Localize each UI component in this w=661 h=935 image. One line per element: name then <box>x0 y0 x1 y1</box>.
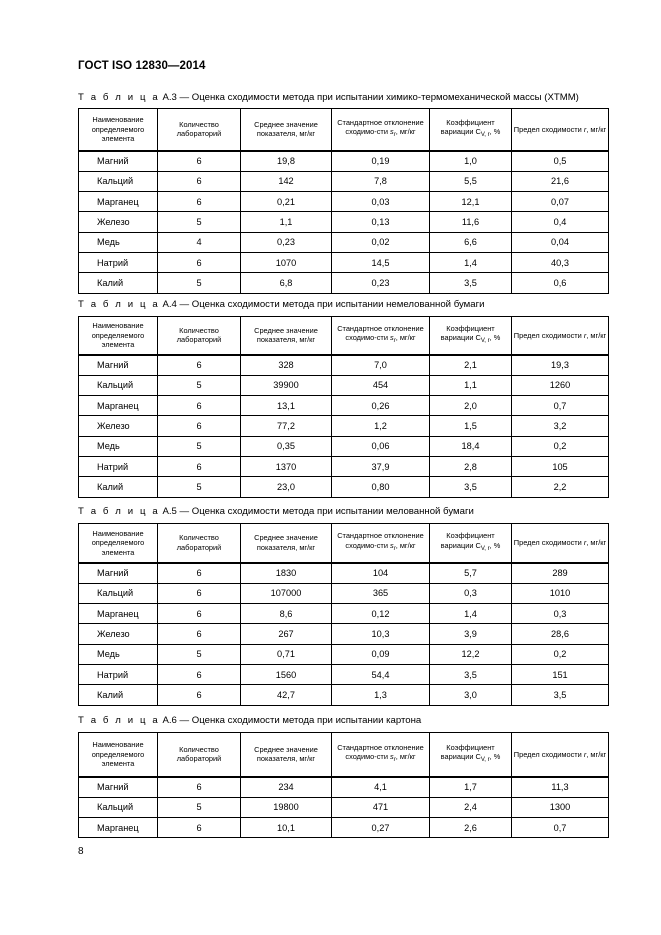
header-coef-variation: Коэффициент вариации $C_{V, r}$, % <box>430 109 512 151</box>
header-std-dev: Стандартное отклонение сходимо-сти $s_r$, мг/кг <box>332 733 430 777</box>
document-header: ГОСТ ISO 12830—2014 <box>78 60 206 72</box>
page-number: 8 <box>78 846 84 857</box>
repeatability-limit-cell: 0,5 <box>512 151 609 172</box>
lab-count-cell: 5 <box>158 273 241 293</box>
table-caption-a3 <box>78 92 579 103</box>
coef-variation-cell: 1,1 <box>430 375 512 395</box>
coef-variation-cell: 5,7 <box>430 563 512 584</box>
mean-value-cell: 1370 <box>241 456 332 476</box>
header-lab-count: Количество лабораторий <box>158 109 241 151</box>
mean-value-cell: 1,1 <box>241 212 332 232</box>
element-name-cell: Кальций <box>79 375 158 395</box>
repeatability-limit-cell: 40,3 <box>512 252 609 272</box>
header-element-name: Наименование определяемого элемента <box>79 524 158 563</box>
std-dev-cell: 7,0 <box>332 355 430 376</box>
coef-variation-cell: 3,5 <box>430 273 512 293</box>
table-row <box>79 685 609 705</box>
table-row <box>79 416 609 436</box>
coef-variation-cell: 0,3 <box>430 583 512 603</box>
lab-count-cell: 6 <box>158 818 241 838</box>
std-dev-cell: 454 <box>332 375 430 395</box>
header-element-name: Наименование определяемого элемента <box>79 109 158 151</box>
repeatability-limit-cell: 0,07 <box>512 192 609 212</box>
std-dev-cell: 14,5 <box>332 252 430 272</box>
mean-value-cell: 0,21 <box>241 192 332 212</box>
table-row <box>79 664 609 684</box>
table-row <box>79 456 609 476</box>
table-row <box>79 777 609 798</box>
header-coef-variation: Коэффициент вариации $C_{V, r}$, % <box>430 733 512 777</box>
table-row <box>79 355 609 376</box>
std-dev-cell: 37,9 <box>332 456 430 476</box>
element-name-cell: Кальций <box>79 583 158 603</box>
lab-count-cell: 6 <box>158 355 241 376</box>
coef-variation-cell: 2,1 <box>430 355 512 376</box>
header-lab-count: Количество лабораторий <box>158 733 241 777</box>
element-name-cell: Магний <box>79 777 158 798</box>
repeatability-limit-cell: 1010 <box>512 583 609 603</box>
element-name-cell: Калий <box>79 273 158 293</box>
table-row <box>79 644 609 664</box>
caption-number: А.3 <box>162 92 177 103</box>
lab-count-cell: 6 <box>158 151 241 172</box>
mean-value-cell: 13,1 <box>241 396 332 416</box>
table-a4 <box>78 316 609 498</box>
element-name-cell: Кальций <box>79 171 158 191</box>
repeatability-limit-cell: 19,3 <box>512 355 609 376</box>
header-std-dev: Стандартное отклонение сходимо-сти $s_r$, мг/кг <box>332 317 430 355</box>
mean-value-cell: 6,8 <box>241 273 332 293</box>
header-std-dev: Стандартное отклонение сходимо-сти $s_r$, мг/кг <box>332 524 430 563</box>
lab-count-cell: 6 <box>158 664 241 684</box>
repeatability-limit-cell: 0,7 <box>512 818 609 838</box>
mean-value-cell: 1560 <box>241 664 332 684</box>
std-dev-cell: 471 <box>332 797 430 817</box>
header-element-name: Наименование определяемого элемента <box>79 317 158 355</box>
element-name-cell: Кальций <box>79 797 158 817</box>
coef-variation-cell: 18,4 <box>430 436 512 456</box>
coef-variation-cell: 12,1 <box>430 192 512 212</box>
repeatability-limit-cell: 105 <box>512 456 609 476</box>
std-dev-cell: 0,09 <box>332 644 430 664</box>
mean-value-cell: 0,71 <box>241 644 332 664</box>
table-row <box>79 477 609 497</box>
coef-variation-cell: 1,4 <box>430 252 512 272</box>
std-dev-cell: 0,23 <box>332 273 430 293</box>
table-row <box>79 192 609 212</box>
header-repeatability-limit: Предел сходимости r, мг/кг <box>512 317 609 355</box>
element-name-cell: Железо <box>79 212 158 232</box>
header-repeatability-limit: Предел сходимости r, мг/кг <box>512 109 609 151</box>
element-name-cell: Марганец <box>79 192 158 212</box>
lab-count-cell: 5 <box>158 375 241 395</box>
element-name-cell: Магний <box>79 355 158 376</box>
mean-value-cell: 234 <box>241 777 332 798</box>
element-name-cell: Натрий <box>79 664 158 684</box>
mean-value-cell: 23,0 <box>241 477 332 497</box>
std-dev-cell: 0,26 <box>332 396 430 416</box>
lab-count-cell: 6 <box>158 624 241 644</box>
mean-value-cell: 8,6 <box>241 604 332 624</box>
mean-value-cell: 0,23 <box>241 232 332 252</box>
mean-value-cell: 0,35 <box>241 436 332 456</box>
element-name-cell: Железо <box>79 624 158 644</box>
repeatability-limit-cell: 2,2 <box>512 477 609 497</box>
std-dev-cell: 0,03 <box>332 192 430 212</box>
std-dev-cell: 4,1 <box>332 777 430 798</box>
lab-count-cell: 5 <box>158 644 241 664</box>
mean-value-cell: 142 <box>241 171 332 191</box>
caption-title: — Оценка сходимости метода при испытании немелованной бумаги <box>179 299 485 310</box>
coef-variation-cell: 1,5 <box>430 416 512 436</box>
table-row <box>79 396 609 416</box>
mean-value-cell: 1830 <box>241 563 332 584</box>
coef-variation-cell: 5,5 <box>430 171 512 191</box>
header-mean-value: Среднее значение показателя, мг/кг <box>241 733 332 777</box>
lab-count-cell: 6 <box>158 171 241 191</box>
table-row <box>79 563 609 584</box>
element-name-cell: Магний <box>79 151 158 172</box>
mean-value-cell: 42,7 <box>241 685 332 705</box>
caption-title: — Оценка сходимости метода при испытании химико-термомеханической массы (ХТММ) <box>179 92 579 103</box>
coef-variation-cell: 2,0 <box>430 396 512 416</box>
lab-count-cell: 6 <box>158 252 241 272</box>
lab-count-cell: 6 <box>158 396 241 416</box>
element-name-cell: Калий <box>79 477 158 497</box>
table-row <box>79 604 609 624</box>
header-std-dev: Стандартное отклонение сходимо-сти $s_r$, мг/кг <box>332 109 430 151</box>
header-repeatability-limit: Предел сходимости r, мг/кг <box>512 524 609 563</box>
caption-number: А.6 <box>162 715 177 726</box>
coef-variation-cell: 6,6 <box>430 232 512 252</box>
caption-number: А.4 <box>162 299 177 310</box>
element-name-cell: Калий <box>79 685 158 705</box>
std-dev-cell: 365 <box>332 583 430 603</box>
std-dev-cell: 0,19 <box>332 151 430 172</box>
std-dev-cell: 0,13 <box>332 212 430 232</box>
mean-value-cell: 19,8 <box>241 151 332 172</box>
coef-variation-cell: 12,2 <box>430 644 512 664</box>
lab-count-cell: 6 <box>158 777 241 798</box>
coef-variation-cell: 3,5 <box>430 477 512 497</box>
element-name-cell: Марганец <box>79 396 158 416</box>
mean-value-cell: 77,2 <box>241 416 332 436</box>
header-coef-variation: Коэффициент вариации $C_{V, r}$, % <box>430 524 512 563</box>
table-caption-a6 <box>78 715 421 726</box>
repeatability-limit-cell: 0,04 <box>512 232 609 252</box>
table-row <box>79 583 609 603</box>
lab-count-cell: 5 <box>158 436 241 456</box>
lab-count-cell: 5 <box>158 477 241 497</box>
repeatability-limit-cell: 3,2 <box>512 416 609 436</box>
header-mean-value: Среднее значение показателя, мг/кг <box>241 317 332 355</box>
std-dev-cell: 104 <box>332 563 430 584</box>
table-caption-a5 <box>78 506 474 517</box>
std-dev-cell: 0,02 <box>332 232 430 252</box>
caption-label: Т а б л и ц а <box>78 715 160 726</box>
repeatability-limit-cell: 0,4 <box>512 212 609 232</box>
std-dev-cell: 7,8 <box>332 171 430 191</box>
mean-value-cell: 19800 <box>241 797 332 817</box>
repeatability-limit-cell: 11,3 <box>512 777 609 798</box>
caption-label: Т а б л и ц а <box>78 506 160 517</box>
std-dev-cell: 10,3 <box>332 624 430 644</box>
std-dev-cell: 1,2 <box>332 416 430 436</box>
table-row <box>79 797 609 817</box>
lab-count-cell: 6 <box>158 456 241 476</box>
table-caption-a4 <box>78 299 484 310</box>
coef-variation-cell: 1,7 <box>430 777 512 798</box>
repeatability-limit-cell: 0,3 <box>512 604 609 624</box>
lab-count-cell: 6 <box>158 563 241 584</box>
element-name-cell: Медь <box>79 232 158 252</box>
caption-number: А.5 <box>162 506 177 517</box>
std-dev-cell: 0,27 <box>332 818 430 838</box>
table-a3 <box>78 108 609 294</box>
repeatability-limit-cell: 28,6 <box>512 624 609 644</box>
header-mean-value: Среднее значение показателя, мг/кг <box>241 524 332 563</box>
table-row <box>79 232 609 252</box>
repeatability-limit-cell: 1260 <box>512 375 609 395</box>
repeatability-limit-cell: 0,6 <box>512 273 609 293</box>
element-name-cell: Медь <box>79 644 158 664</box>
lab-count-cell: 6 <box>158 604 241 624</box>
header-repeatability-limit: Предел сходимости r, мг/кг <box>512 733 609 777</box>
element-name-cell: Натрий <box>79 252 158 272</box>
header-element-name: Наименование определяемого элемента <box>79 733 158 777</box>
repeatability-limit-cell: 289 <box>512 563 609 584</box>
element-name-cell: Марганец <box>79 818 158 838</box>
table-row <box>79 252 609 272</box>
std-dev-cell: 0,06 <box>332 436 430 456</box>
lab-count-cell: 4 <box>158 232 241 252</box>
coef-variation-cell: 2,4 <box>430 797 512 817</box>
mean-value-cell: 10,1 <box>241 818 332 838</box>
table-a6 <box>78 732 609 838</box>
lab-count-cell: 6 <box>158 416 241 436</box>
std-dev-cell: 0,12 <box>332 604 430 624</box>
std-dev-cell: 54,4 <box>332 664 430 684</box>
repeatability-limit-cell: 21,6 <box>512 171 609 191</box>
table-row <box>79 436 609 456</box>
lab-count-cell: 5 <box>158 797 241 817</box>
mean-value-cell: 39900 <box>241 375 332 395</box>
element-name-cell: Медь <box>79 436 158 456</box>
table-row <box>79 151 609 172</box>
std-dev-cell: 0,80 <box>332 477 430 497</box>
coef-variation-cell: 3,0 <box>430 685 512 705</box>
lab-count-cell: 5 <box>158 212 241 232</box>
repeatability-limit-cell: 0,2 <box>512 436 609 456</box>
repeatability-limit-cell: 3,5 <box>512 685 609 705</box>
coef-variation-cell: 3,9 <box>430 624 512 644</box>
coef-variation-cell: 2,8 <box>430 456 512 476</box>
header-lab-count: Количество лабораторий <box>158 317 241 355</box>
repeatability-limit-cell: 151 <box>512 664 609 684</box>
table-row <box>79 818 609 838</box>
element-name-cell: Железо <box>79 416 158 436</box>
mean-value-cell: 107000 <box>241 583 332 603</box>
caption-title: — Оценка сходимости метода при испытании картона <box>179 715 422 726</box>
caption-label: Т а б л и ц а <box>78 92 160 103</box>
mean-value-cell: 1070 <box>241 252 332 272</box>
table-row <box>79 171 609 191</box>
repeatability-limit-cell: 0,7 <box>512 396 609 416</box>
element-name-cell: Марганец <box>79 604 158 624</box>
table-row <box>79 624 609 644</box>
lab-count-cell: 6 <box>158 685 241 705</box>
std-dev-cell: 1,3 <box>332 685 430 705</box>
header-mean-value: Среднее значение показателя, мг/кг <box>241 109 332 151</box>
table-row <box>79 375 609 395</box>
coef-variation-cell: 1,0 <box>430 151 512 172</box>
header-coef-variation: Коэффициент вариации $C_{V, r}$, % <box>430 317 512 355</box>
coef-variation-cell: 11,6 <box>430 212 512 232</box>
lab-count-cell: 6 <box>158 583 241 603</box>
lab-count-cell: 6 <box>158 192 241 212</box>
table-row <box>79 212 609 232</box>
coef-variation-cell: 2,6 <box>430 818 512 838</box>
element-name-cell: Магний <box>79 563 158 584</box>
table-a5 <box>78 523 609 706</box>
repeatability-limit-cell: 0,2 <box>512 644 609 664</box>
caption-title: — Оценка сходимости метода при испытании мелованной бумаги <box>179 506 474 517</box>
header-lab-count: Количество лабораторий <box>158 524 241 563</box>
coef-variation-cell: 3,5 <box>430 664 512 684</box>
repeatability-limit-cell: 1300 <box>512 797 609 817</box>
mean-value-cell: 328 <box>241 355 332 376</box>
element-name-cell: Натрий <box>79 456 158 476</box>
mean-value-cell: 267 <box>241 624 332 644</box>
coef-variation-cell: 1,4 <box>430 604 512 624</box>
caption-label: Т а б л и ц а <box>78 299 160 310</box>
table-row <box>79 273 609 293</box>
